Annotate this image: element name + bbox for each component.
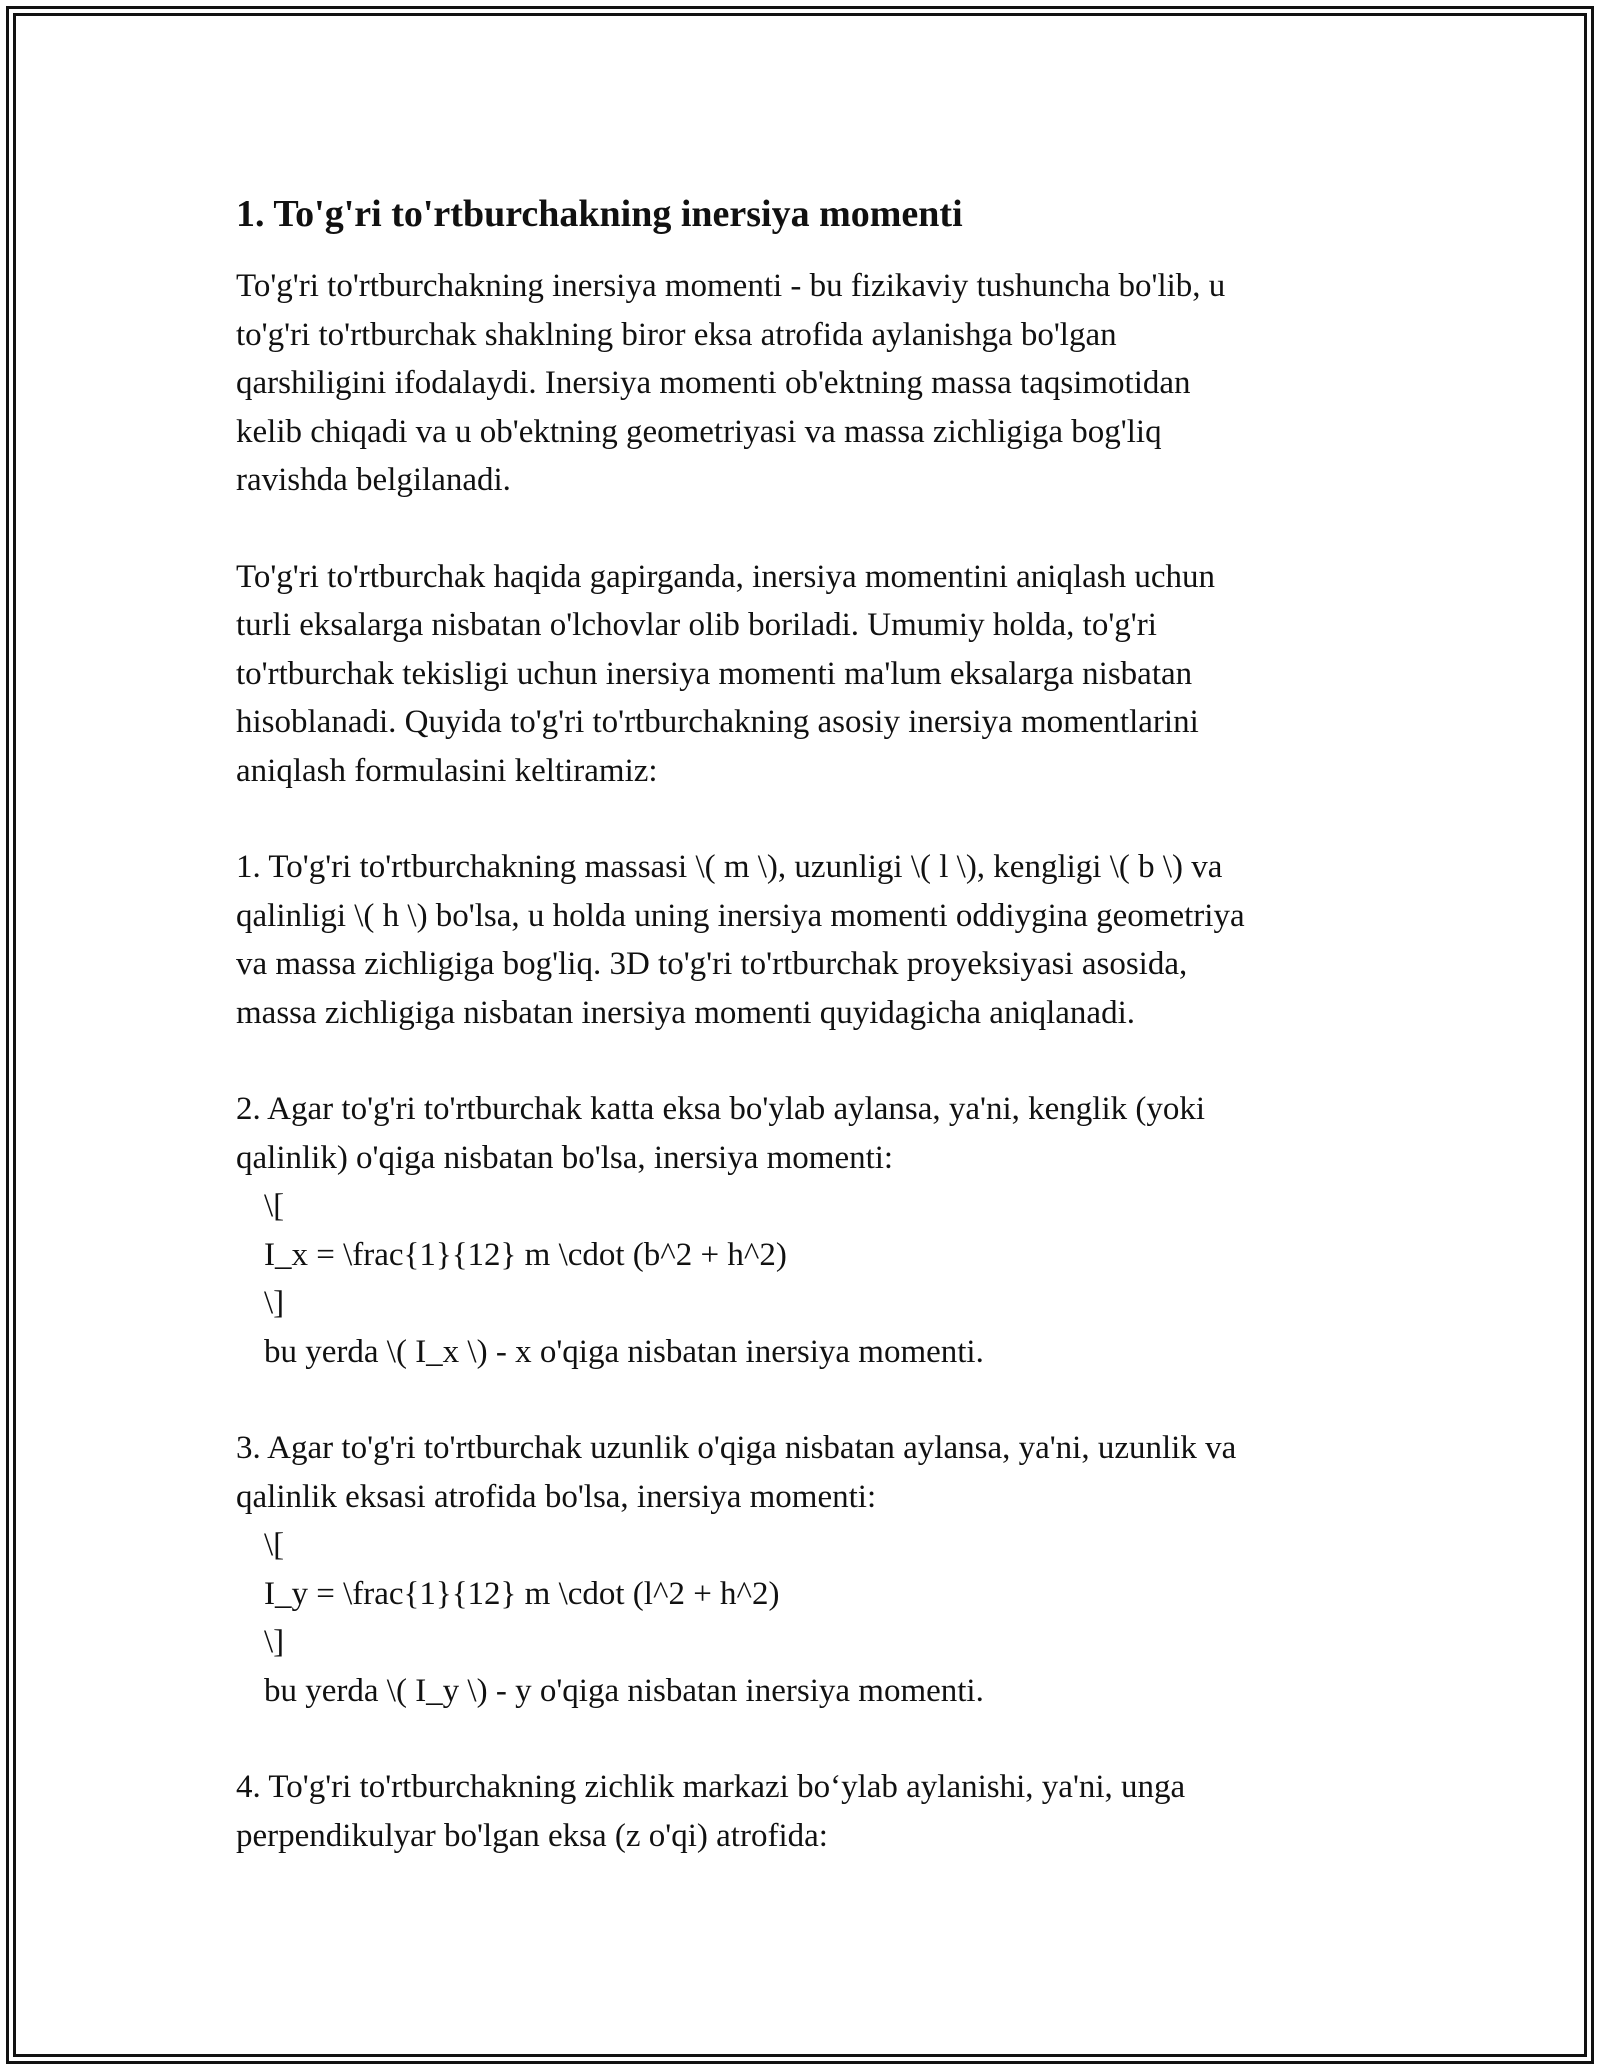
paragraph-intro	[236, 262, 1366, 505]
text-line: 3. Agar to'g'ri to'rtburchak uzunlik o'qiga nisbatan aylansa, ya'ni, uzunlik va	[236, 1430, 1237, 1466]
document-content	[236, 190, 1366, 1908]
text-line: turli eksalarga nisbatan o'lchovlar olib boriladi. Umumiy holda, to'g'ri	[236, 607, 1157, 643]
text-line: ravishda belgilanadi.	[236, 462, 511, 498]
text-line: massa zichligiga nisbatan inersiya momenti quyidagicha aniqlanadi.	[236, 994, 1135, 1031]
paragraph-axes	[236, 553, 1366, 796]
text-line: 2. Agar to'g'ri to'rtburchak katta eksa bo'ylab aylansa, ya'ni, kenglik (yoki	[236, 1091, 1206, 1127]
text-line: kelib chiqadi va u ob'ektning geometriyasi va massa zichligiga bog'liq	[236, 413, 1162, 450]
text-line: qalinligi \( h \) bo'lsa, u holda uning inersiya momenti oddiygina geometriya	[236, 897, 1245, 934]
formula-open-delimiter: \[	[264, 1527, 285, 1563]
text-line: hisoblanadi. Quyida to'g'ri to'rtburchakning asosiy inersiya momentlarini	[236, 704, 1199, 740]
formula-close-delimiter: \]	[264, 1285, 285, 1321]
text-line: 1. To'g'ri to'rtburchakning massasi \( m \), uzunligi \( l \), kengligi \( b \) va	[236, 849, 1223, 885]
list-item-4	[236, 1763, 1366, 1860]
formula-open-delimiter: \[	[264, 1188, 285, 1224]
formula-iy: I_y = \frac{1}{12} m \cdot (l^2 + h^2)	[264, 1575, 780, 1612]
formula-explanation: bu yerda \( I_y \) - y o'qiga nisbatan inersiya momenti.	[264, 1672, 984, 1709]
text-line: qalinlik eksasi atrofida bo'lsa, inersiya momenti:	[236, 1478, 877, 1515]
formula-close-delimiter: \]	[264, 1624, 285, 1660]
text-line: To'g'ri to'rtburchak haqida gapirganda, inersiya momentini aniqlash uchun	[236, 558, 1215, 595]
text-line: 4. To'g'ri to'rtburchakning zichlik markazi bo‘ylab aylanishi, ya'ni, unga	[236, 1769, 1186, 1805]
text-line: va massa zichligiga bog'liq. 3D to'g'ri to'rtburchak proyeksiyasi asosida,	[236, 946, 1188, 982]
list-item-1	[236, 843, 1366, 1037]
text-line: to'g'ri to'rtburchak shaklning biror eksa atrofida aylanishga bo'lgan	[236, 316, 1117, 353]
formula-explanation: bu yerda \( I_x \) - x o'qiga nisbatan inersiya momenti.	[264, 1333, 984, 1370]
text-line: qalinlik) o'qiga nisbatan bo'lsa, inersiya momenti:	[236, 1139, 894, 1176]
formula-ix: I_x = \frac{1}{12} m \cdot (b^2 + h^2)	[264, 1236, 787, 1273]
text-line: aniqlash formulasini keltiramiz:	[236, 752, 658, 789]
text-line: to'rtburchak tekisligi uchun inersiya momenti ma'lum eksalarga nisbatan	[236, 655, 1193, 692]
list-item-2	[236, 1085, 1366, 1376]
text-line: qarshiligini ifodalaydi. Inersiya momenti ob'ektning massa taqsimotidan	[236, 365, 1191, 401]
section-heading: 1. To'g'ri to'rtburchakning inersiya momenti	[236, 193, 963, 235]
text-line: perpendikulyar bo'lgan eksa (z o'qi) atrofida:	[236, 1817, 828, 1854]
list-item-3	[236, 1424, 1366, 1715]
text-line: To'g'ri to'rtburchakning inersiya momenti - bu fizikaviy tushuncha bo'lib, u	[236, 268, 1226, 304]
